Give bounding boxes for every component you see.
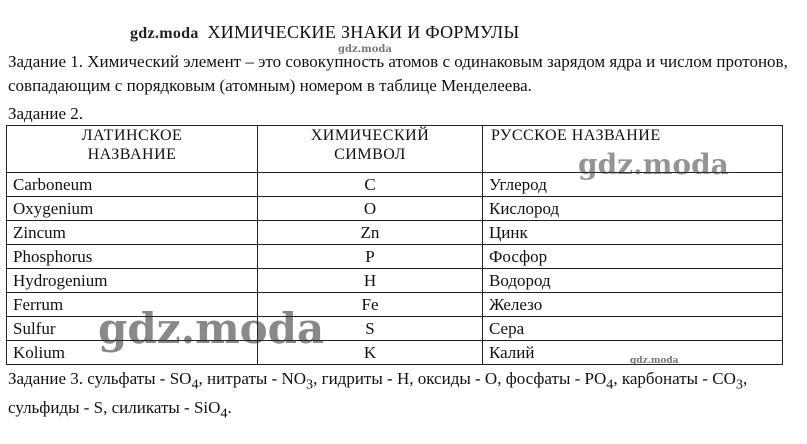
cell-symbol: Fe [258,293,483,317]
cell-symbol: C [258,173,483,197]
task3-text [8,367,798,426]
task3-subscript: 4 [220,405,228,422]
cell-russian: Кислород [483,197,783,221]
task3-part: , гидриты - H, оксиды - O, фосфаты - PO [313,369,607,388]
task3-subscript: 4 [606,376,614,393]
task3-part: , нитраты - NO [198,369,307,388]
watermark-mid: gdz.moda [578,148,729,181]
cell-symbol: K [258,341,483,365]
task3-part: . [227,398,232,418]
cell-latin: Hydrogenium [7,269,258,293]
cell-latin: Kolium [7,341,258,365]
task3-part: Задание 3. сульфаты - SO [8,369,192,388]
header-latin-line1: ЛАТИНСКОЕ [81,127,183,144]
cell-latin: Oxygenium [7,197,258,221]
cell-russian: Калий [483,341,783,365]
cell-symbol: P [258,245,483,269]
header-watermark: gdz.moda [130,25,199,42]
table-row [7,245,783,269]
header-symbol-line2: СИМВОЛ [334,146,406,163]
cell-russian: Сера [483,317,783,341]
cell-latin: Phosphorus [7,245,258,269]
task3-part: , сульфиды - S, силикаты - SiO [8,369,748,418]
watermark-tiny: gdz.moda [630,356,679,366]
task3-part: , карбонаты - CO [613,369,736,388]
cell-latin: Carboneum [7,173,258,197]
watermark-big: gdz.moda [98,304,325,353]
header-russian-name: РУССКОЕ НАЗВАНИЕ [483,126,783,173]
header-latin-name [7,126,258,173]
cell-symbol: O [258,197,483,221]
task3-subscript: 4 [191,376,199,393]
cell-latin: Sulfur [7,317,258,341]
watermark-small: gdz.moda [338,44,392,55]
page-title: ХИМИЧЕСКИЕ ЗНАКИ И ФОРМУЛЫ [207,22,520,42]
task3-subscript: 3 [735,376,743,393]
cell-russian: Цинк [483,221,783,245]
table-row [7,269,783,293]
cell-symbol: Zn [258,221,483,245]
header [130,22,520,43]
header-chemical-symbol [258,126,483,173]
table-row [7,197,783,221]
task2-label: Задание 2. [8,104,83,123]
cell-russian: Железо [483,293,783,317]
cell-symbol: S [258,317,483,341]
cell-russian: Водород [483,269,783,293]
cell-russian: Фосфор [483,245,783,269]
cell-russian: Углерод [483,173,783,197]
header-symbol-line1: ХИМИЧЕСКИЙ [310,127,430,144]
header-latin-line2: НАЗВАНИЕ [87,146,177,163]
cell-latin: Ferrum [7,293,258,317]
task3-subscript: 3 [306,376,314,393]
task1-text: Задание 1. Химический элемент – это совокупность атомов с одинаковым зарядом ядра и числом протонов, совпадающим с порядковым (атомным) номером в таблице Менделеева. [8,52,788,95]
table-row [7,221,783,245]
cell-symbol: H [258,269,483,293]
cell-latin: Zincum [7,221,258,245]
